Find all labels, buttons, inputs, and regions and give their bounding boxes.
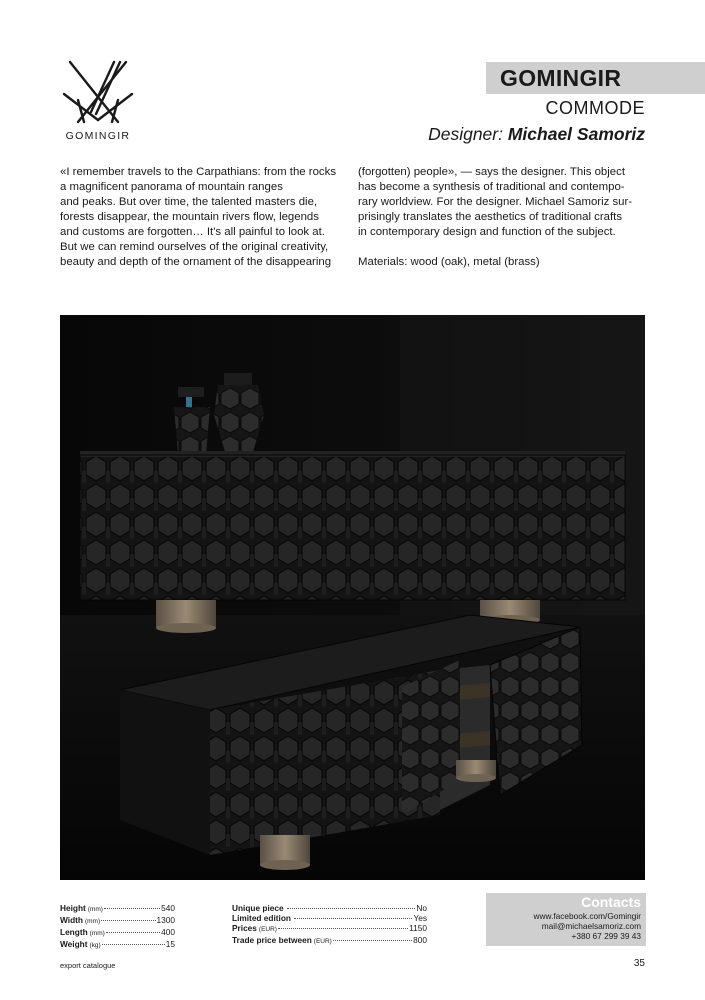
spec-value: Yes xyxy=(413,913,427,923)
brand-title: GOMINGIR xyxy=(500,65,622,91)
product-type: COMMODE xyxy=(545,98,645,118)
materials-text: Materials: wood (oak), metal (brass) xyxy=(358,256,540,268)
description-right-column xyxy=(358,165,648,270)
designer-name: Michael Samoriz xyxy=(507,124,645,144)
spec-value: 400 xyxy=(161,927,175,937)
spec-row-unique-piece xyxy=(232,903,427,913)
spec-row-length xyxy=(60,927,175,939)
spec-leader-dots xyxy=(333,940,412,941)
spec-unit: (EUR) xyxy=(313,938,332,945)
spec-label: Height xyxy=(60,903,86,913)
crossed-lines-logo-icon xyxy=(58,58,138,128)
commode-illustration xyxy=(60,315,645,880)
spec-label: Weight xyxy=(60,939,88,949)
spec-row-prices xyxy=(232,923,427,935)
brand-logo xyxy=(58,58,138,148)
spec-label: Limited edition xyxy=(232,913,291,923)
contacts-email-link[interactable]: mail@michaelsamoriz.com xyxy=(541,921,641,931)
contacts-phone: +380 67 299 39 43 xyxy=(571,931,641,941)
spec-unit: (mm) xyxy=(89,930,105,937)
spec-row-trade-price xyxy=(232,935,427,947)
spec-leader-dots xyxy=(102,944,165,945)
spec-leader-dots xyxy=(104,908,160,909)
description-left-column xyxy=(60,165,350,270)
spec-value: 15 xyxy=(165,939,175,949)
spec-unit: (kg) xyxy=(89,942,101,949)
spec-value: 1150 xyxy=(409,923,427,933)
logo-wordmark: GOMINGIR xyxy=(65,130,131,142)
spec-leader-dots xyxy=(278,928,408,929)
spec-label: Length xyxy=(60,927,88,937)
spec-unit: (mm) xyxy=(84,918,101,925)
spec-leader-dots xyxy=(101,920,155,921)
description-left-text: «I remember travels to the Carpathians: from the rocks a magnificent panorama of mountain ranges and peaks. But over time, the talented masters die, forests disappear, the mountain rivers flow, legends and customs are forgotten… It's all painful to look at. But we can remind ourselves of the original creativity, beauty and depth of the ornament of the disappearing xyxy=(60,166,337,268)
page-number: 35 xyxy=(633,958,645,969)
spec-value: No xyxy=(416,903,427,913)
spec-value: 1300 xyxy=(156,915,175,925)
spec-label: Unique piece xyxy=(232,903,284,913)
spec-leader-dots xyxy=(294,918,412,919)
spec-row-height xyxy=(60,903,175,915)
spec-label: Trade price between xyxy=(232,935,312,945)
spec-row-width xyxy=(60,915,175,927)
spec-label: Width xyxy=(60,915,83,925)
specs-pricing xyxy=(232,903,427,947)
spec-unit: (mm) xyxy=(87,906,103,913)
contacts-title: Contacts xyxy=(581,894,641,910)
spec-row-weight xyxy=(60,939,175,951)
description-right-text: (forgotten) people», — says the designer. This object has become a synthesis of traditional and contempo- rary worldview. For the designer. Michael Samoriz sur- prisingly translates the aesthetics of traditional crafts in contemporary design and function of the subject. xyxy=(358,166,633,238)
contacts-facebook-link[interactable]: www.facebook.com/Gomingir xyxy=(533,911,641,921)
spec-value: 800 xyxy=(413,935,427,945)
footer-catalogue-label: export catalogue xyxy=(60,961,116,970)
spec-row-limited-edition xyxy=(232,913,427,923)
spec-label: Prices xyxy=(232,923,257,933)
product-photo xyxy=(60,315,645,880)
designer-line xyxy=(428,124,645,145)
spec-unit: (EUR) xyxy=(258,926,277,933)
spec-value: 540 xyxy=(161,903,175,913)
specs-dimensions xyxy=(60,903,175,951)
spec-leader-dots xyxy=(106,932,160,933)
designer-label: Designer: xyxy=(428,124,503,144)
contacts-box xyxy=(486,893,646,946)
spec-leader-dots xyxy=(287,908,416,909)
